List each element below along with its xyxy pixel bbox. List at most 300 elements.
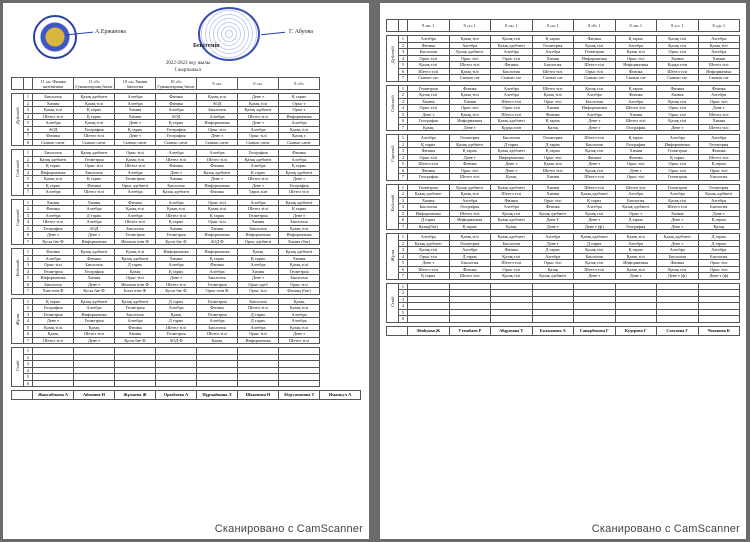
lesson-cell: Орыс тілі — [657, 161, 699, 168]
lesson-cell: Геометрия — [115, 176, 156, 183]
lesson-cell: Дене т — [532, 223, 574, 230]
lesson-cell: Физика — [156, 94, 197, 101]
lesson-cell: Қорқа өзін — [491, 124, 533, 131]
day-label — [12, 298, 24, 344]
lesson-number: 4 — [24, 169, 33, 176]
lesson-cell: Биология — [279, 219, 320, 226]
lesson-cell: География — [74, 126, 115, 133]
lesson-cell: Қазақ әдебиеті — [279, 249, 320, 256]
lesson-cell: АОД — [33, 126, 74, 133]
lesson-cell: Орыс тілі — [238, 331, 279, 338]
lesson-number: 3 — [399, 247, 408, 254]
lesson-cell: Қазақ — [238, 249, 279, 256]
lesson-cell: Орыс тілі — [115, 150, 156, 157]
lesson-cell: Шетел тілі — [574, 135, 616, 142]
lesson-cell: Қазақ әдебиеті — [115, 298, 156, 305]
lesson-cell: Қ тарих — [74, 113, 115, 120]
lesson-cell: АОД Ф — [197, 238, 238, 245]
lesson-cell: Қазақ тілі — [449, 68, 491, 75]
lesson-cell: Биология — [574, 253, 616, 260]
day-label-text: Жұма — [14, 313, 20, 326]
class-teacher-name: Шакенова Н — [238, 391, 279, 400]
day-label-text: Сәрсенбі — [389, 144, 395, 162]
lesson-cell: Физика — [33, 249, 74, 256]
lesson-cell: Биология — [491, 240, 533, 247]
lesson-cell: Биология — [115, 311, 156, 318]
lesson-cell: АОД — [156, 113, 197, 120]
lesson-cell: Қ тарих — [615, 85, 657, 92]
lesson-cell: Биология — [408, 49, 450, 56]
lesson-cell: Қ тарих — [574, 197, 616, 204]
watermark-right: Сканировано с CamScanner — [591, 523, 740, 535]
class-teacher-name: Айманов Н — [74, 391, 115, 400]
day-label-text: Сенбі — [14, 360, 20, 372]
lesson-cell: Қазақ тілі — [491, 210, 533, 217]
lesson-cell: Шетел тілі — [615, 105, 657, 112]
lesson-cell: Дене т (ф) — [698, 273, 740, 280]
lesson-cell: Дене т — [657, 124, 699, 131]
lesson-cell: Қазақ — [491, 174, 533, 181]
lesson-cell: Геометрия — [532, 135, 574, 142]
lesson-number: 6 — [399, 217, 408, 224]
lesson-cell: Сынып сағ — [449, 75, 491, 82]
lesson-cell: Қазақ әдебиеті — [74, 249, 115, 256]
lesson-row — [12, 238, 361, 245]
lesson-number: 2 — [24, 255, 33, 262]
round-stamp-center — [198, 7, 260, 61]
lesson-cell: Сынып сағ — [491, 75, 533, 82]
lesson-number: 2 — [399, 42, 408, 49]
lesson-cell: Шетел тілі — [532, 85, 574, 92]
lesson-cell: Алгебра — [615, 191, 657, 198]
lesson-cell: Физика — [197, 305, 238, 312]
lesson-cell: Физика — [491, 197, 533, 204]
lesson-number: 3 — [24, 361, 33, 368]
lesson-cell: Қ тарих — [532, 36, 574, 43]
lesson-cell: Шетел тілі — [408, 161, 450, 168]
lesson-cell: Қазақ әдебиеті — [491, 118, 533, 125]
lesson-cell: Орыс тілі — [657, 167, 699, 174]
class-column-header: 8 «в» 1 — [615, 20, 657, 32]
lesson-cell: Алгебра — [698, 247, 740, 254]
lesson-cell: Шетел тілі — [238, 176, 279, 183]
lesson-cell: Қазақ тілі — [156, 206, 197, 213]
lesson-cell: Алгебра — [33, 255, 74, 262]
lesson-cell: Қ тарих — [197, 212, 238, 219]
lesson-cell: Инглиш өзін Ф — [115, 238, 156, 245]
lesson-cell: Химия — [532, 184, 574, 191]
lesson-cell: Физика — [279, 150, 320, 157]
lesson-cell: Қ тарих — [615, 247, 657, 254]
lesson-number: 4 — [24, 219, 33, 226]
lesson-cell: Орыс тілі — [408, 154, 450, 161]
lesson-cell: Информатика — [238, 232, 279, 239]
lesson-cell: Орыс тілі — [449, 105, 491, 112]
lesson-cell: Шетел тілі — [574, 62, 616, 69]
class-teacher-name: Абдрахова Т — [491, 326, 533, 335]
lesson-cell: Алгебра — [197, 318, 238, 325]
lesson-cell: Шетел тілі — [408, 266, 450, 273]
lesson-cell: Қазақ тілі — [657, 42, 699, 49]
lesson-cell: Биология — [238, 225, 279, 232]
class-teacher-name: Чекенова К — [698, 326, 740, 335]
lesson-cell: География — [449, 204, 491, 211]
lesson-cell: Қ тарих — [657, 154, 699, 161]
lesson-cell: Биология — [238, 298, 279, 305]
lesson-number: 5 — [24, 374, 33, 381]
lesson-cell: Информатика — [574, 55, 616, 62]
lesson-number: 1 — [399, 85, 408, 92]
lesson-cell: Қ тарих — [698, 161, 740, 168]
lesson-cell: Қ тарих — [197, 255, 238, 262]
lesson-cell: Алгебра — [74, 219, 115, 226]
lesson-number: 5 — [399, 210, 408, 217]
lesson-number: 7 — [399, 223, 408, 230]
lesson-number: 2 — [399, 141, 408, 148]
lesson-cell: Геометрия — [115, 232, 156, 239]
lesson-cell: Физика — [491, 247, 533, 254]
lesson-cell: Сынып сағ — [615, 75, 657, 82]
lesson-cell: Химия — [657, 55, 699, 62]
lesson-cell: Геометрия — [657, 174, 699, 181]
lesson-cell: Химия — [115, 331, 156, 338]
lesson-cell: Қазақ тілі — [615, 234, 657, 241]
lesson-number: 1 — [399, 135, 408, 142]
lesson-number: 7 — [399, 273, 408, 280]
lesson-cell: Қазақ тілі — [279, 305, 320, 312]
lesson-cell: Алгебра — [532, 49, 574, 56]
lesson-cell: Қазақ тілі — [279, 225, 320, 232]
lesson-cell: Қазақ — [74, 324, 115, 331]
lesson-cell: Физика — [197, 262, 238, 269]
lesson-cell: Информатика — [698, 68, 740, 75]
lesson-cell: Химия — [532, 174, 574, 181]
lesson-cell: Дене т — [279, 212, 320, 219]
lesson-cell: Алгебра — [615, 240, 657, 247]
lesson-cell: Геометрия — [408, 184, 450, 191]
lesson-cell: Физика — [449, 161, 491, 168]
lesson-cell: География — [615, 223, 657, 230]
lesson-cell: Физика — [408, 42, 450, 49]
lesson-number: 1 — [399, 283, 408, 290]
lesson-cell: Дене т — [615, 167, 657, 174]
class-column-header: 8 «ә» 1 — [532, 20, 574, 32]
lesson-cell: Геометрия — [449, 135, 491, 142]
lesson-cell: Қазақ әдебиеті — [698, 191, 740, 198]
class-teacher-name: Жұмаева Ж — [115, 391, 156, 400]
class-teacher-name: Сахтаева Г — [657, 326, 699, 335]
lesson-number: 5 — [24, 176, 33, 183]
lesson-number: 3 — [24, 311, 33, 318]
lesson-cell: Қ тарих — [33, 182, 74, 189]
lesson-cell: Орыс тілі — [197, 126, 238, 133]
left-scanned-page — [3, 3, 369, 539]
lesson-cell: Биология — [698, 174, 740, 181]
lesson-cell: Геометрия — [657, 184, 699, 191]
lesson-cell: Информатика — [74, 238, 115, 245]
lesson-cell: Биология — [615, 197, 657, 204]
lesson-number: 5 — [399, 260, 408, 267]
lesson-cell: Қазақ тілі — [574, 148, 616, 155]
lesson-cell: Сынып сағат — [115, 139, 156, 146]
lesson-cell: Қазақ тілі — [33, 176, 74, 183]
lesson-cell: География — [615, 124, 657, 131]
lesson-cell: Биология — [74, 169, 115, 176]
lesson-cell: Алгебра — [491, 49, 533, 56]
lesson-cell: Дене т — [74, 232, 115, 239]
lesson-cell: Алгебра — [574, 111, 616, 118]
lesson-number: 4 — [399, 253, 408, 260]
lesson-cell: Биология — [33, 150, 74, 157]
lesson-cell: Информатика — [615, 62, 657, 69]
lesson-cell: Физика — [449, 266, 491, 273]
lesson-cell: Физика — [33, 133, 74, 140]
lesson-cell: Алгебра — [698, 92, 740, 99]
lesson-cell: Алгебра — [238, 126, 279, 133]
class-column-header: 8 «б» 1 — [574, 20, 616, 32]
lesson-cell: Дене т — [657, 240, 699, 247]
lesson-cell: Қазақ тілі — [115, 206, 156, 213]
lesson-number: 6 — [399, 68, 408, 75]
approval-word: Бекітемін — [193, 43, 220, 49]
lesson-cell: Шетел тілі — [449, 210, 491, 217]
lesson-cell: Қазақ — [408, 124, 450, 131]
lesson-cell: Қ тарих — [74, 107, 115, 114]
lesson-number: 1 — [24, 199, 33, 206]
lesson-cell: Қазақ әдебиеті — [238, 156, 279, 163]
lesson-cell: Алгебра — [279, 156, 320, 163]
lesson-cell: Физика — [657, 260, 699, 267]
lesson-number: 2 — [399, 191, 408, 198]
lesson-cell: Геометрия — [657, 148, 699, 155]
lesson-cell: Дене т — [574, 124, 616, 131]
lesson-cell: Информатика — [238, 337, 279, 344]
lesson-number: 4 — [399, 55, 408, 62]
lesson-cell: АОД Ф — [156, 337, 197, 344]
lesson-number: 6 — [399, 118, 408, 125]
lesson-cell: Қазақ — [115, 268, 156, 275]
lesson-cell: Шетел тілі — [574, 184, 616, 191]
lesson-cell: Алгебра — [197, 113, 238, 120]
lesson-cell: Химия — [33, 199, 74, 206]
lesson-cell: География — [74, 268, 115, 275]
lesson-number: 7 — [24, 238, 33, 245]
lesson-cell: Шетел тілі — [449, 62, 491, 69]
lesson-cell: Қ тарих — [449, 223, 491, 230]
lesson-cell: Қазақ тілі — [574, 210, 616, 217]
lesson-cell: Қазақ тілі — [197, 206, 238, 213]
lesson-cell: Орыс тілі — [574, 68, 616, 75]
lesson-number: 7 — [24, 337, 33, 344]
lesson-number: 6 — [24, 380, 33, 387]
lesson-cell: Қазақ әдебиеті — [408, 191, 450, 198]
lesson-cell: Алгебра — [449, 42, 491, 49]
lesson-cell: Қазақ(бағ) — [408, 223, 450, 230]
lesson-cell: Алгебра — [615, 42, 657, 49]
day-label — [12, 94, 24, 146]
lesson-cell: Алгебра — [279, 311, 320, 318]
day-label — [12, 150, 24, 196]
watermark-left: Сканировано с CamScanner — [214, 523, 363, 535]
lesson-number: 7 — [24, 288, 33, 295]
lesson-number: 6 — [399, 167, 408, 174]
lesson-cell: Алгебра — [197, 268, 238, 275]
lesson-number: 2 — [399, 290, 408, 297]
lesson-cell: Қазақ тілі — [449, 92, 491, 99]
lesson-cell: Алгебра — [156, 199, 197, 206]
lesson-cell: Қазақ тілі — [491, 273, 533, 280]
lesson-cell: Қ тарих — [279, 94, 320, 101]
lesson-cell: Орыс тілі — [698, 167, 740, 174]
lesson-cell: Физика — [615, 92, 657, 99]
lesson-cell: Орыс тілі — [657, 105, 699, 112]
lesson-cell: Алгебра — [574, 92, 616, 99]
lesson-cell: Физика — [574, 154, 616, 161]
lesson-cell: Қазақ тілі — [532, 161, 574, 168]
lesson-number: 4 — [24, 367, 33, 374]
day-label-text: Дүйсенбі — [389, 45, 395, 63]
lesson-cell: Орыс тілі — [532, 154, 574, 161]
class-column-header: 9 «б» — [279, 78, 320, 90]
lesson-cell: Д тарих — [532, 141, 574, 148]
lesson-cell: Дене т — [491, 161, 533, 168]
lesson-cell: Химия — [698, 118, 740, 125]
lesson-cell: Дене т — [279, 176, 320, 183]
lesson-cell: Шетел тілі — [238, 206, 279, 213]
class-teacher-row — [387, 326, 740, 335]
lesson-number: 6 — [24, 182, 33, 189]
lesson-cell: Дене т — [115, 133, 156, 140]
lesson-cell: Қ тарих — [238, 255, 279, 262]
lesson-cell: АОД — [74, 225, 115, 232]
lesson-cell: Шетел тілі — [491, 191, 533, 198]
lesson-cell: Геометрия — [238, 212, 279, 219]
lesson-cell: Геометрия — [279, 268, 320, 275]
lesson-cell: Қазақ әдебиеті — [491, 42, 533, 49]
class-column-header: 8 «д» 1 — [698, 20, 740, 32]
lesson-number: 6 — [24, 331, 33, 338]
lesson-cell: Орыс тілі — [279, 281, 320, 288]
lesson-cell: Геометрия — [197, 298, 238, 305]
lesson-cell: Шетел тілі — [238, 113, 279, 120]
day-label-text: Бейсенбі — [389, 194, 395, 212]
lesson-cell: Алгебра — [238, 199, 279, 206]
lesson-number: 2 — [399, 240, 408, 247]
lesson-cell: Дене т — [574, 118, 616, 125]
lesson-cell: Алгебра — [238, 163, 279, 170]
lesson-cell: Алгебра — [238, 324, 279, 331]
lesson-cell: Биология — [657, 253, 699, 260]
lesson-cell: Шетел тілі — [698, 62, 740, 69]
day-label — [387, 36, 399, 82]
lesson-cell: Биология — [491, 135, 533, 142]
lesson-cell: Алгебра — [156, 107, 197, 114]
lesson-cell: Қосы бағ Ф — [156, 288, 197, 295]
lesson-cell: Дене т — [574, 161, 616, 168]
lesson-cell: Информатика — [279, 113, 320, 120]
lesson-cell: Химия (бағ) — [279, 238, 320, 245]
lesson-cell: Қазақ тілі — [615, 266, 657, 273]
lesson-cell: Сынып сағ — [657, 75, 699, 82]
column-header-row — [387, 20, 740, 32]
lesson-cell: Химия — [156, 176, 197, 183]
lesson-cell: География — [156, 126, 197, 133]
lesson-cell: Дене т (ф) — [574, 223, 616, 230]
lesson-cell: Химия — [657, 210, 699, 217]
lesson-cell: Қ тарих — [615, 36, 657, 43]
lesson-cell: Қосы бағ Ф — [156, 238, 197, 245]
lesson-cell: Қ тарих — [532, 148, 574, 155]
lesson-cell: Қазақ тілі — [449, 234, 491, 241]
lesson-cell: Қазақ — [491, 223, 533, 230]
lesson-cell: Қазақ тілі — [33, 324, 74, 331]
lesson-cell: Дене т — [532, 240, 574, 247]
lesson-cell: Шетел тілі — [615, 184, 657, 191]
lesson-cell: Шетел тілі — [657, 68, 699, 75]
lesson-cell: Дене т — [279, 331, 320, 338]
lesson-cell: Алгебра — [574, 204, 616, 211]
lesson-cell: Қ тарих — [74, 176, 115, 183]
lesson-cell: Сынып сағат — [33, 139, 74, 146]
lesson-cell: Дене т — [698, 210, 740, 217]
lesson-cell: Қазақ әдебиеті — [74, 94, 115, 101]
lesson-cell: Қазақ әдебиеті — [74, 150, 115, 157]
lesson-cell: Қазақ тілі — [197, 94, 238, 101]
lesson-cell: Информатика — [197, 120, 238, 127]
lesson-cell: Орыс тілі — [657, 49, 699, 56]
lesson-number: 1 — [24, 298, 33, 305]
lesson-cell: Физика — [449, 85, 491, 92]
lesson-cell: Химия — [615, 111, 657, 118]
lesson-cell: Сынып сағ — [408, 75, 450, 82]
lesson-cell: Геометрия — [532, 42, 574, 49]
lesson-cell: Қазақ тілі — [657, 36, 699, 43]
lesson-cell: Дене т — [238, 275, 279, 282]
lesson-cell: Шетел тілі — [698, 111, 740, 118]
lesson-cell: Дене т — [574, 217, 616, 224]
lesson-cell: Д тарих — [574, 240, 616, 247]
lesson-cell: Химия — [657, 92, 699, 99]
lesson-cell: Шетел тілі — [156, 281, 197, 288]
lesson-cell: Орыс тілі — [449, 55, 491, 62]
lesson-number: 4 — [399, 204, 408, 211]
lesson-cell: Д тарих — [698, 234, 740, 241]
lesson-number: 7 — [24, 189, 33, 196]
right-schedule-table — [386, 19, 740, 336]
class-teacher-name: Жансабекова А — [33, 391, 74, 400]
lesson-cell: Информатика — [615, 260, 657, 267]
lesson-number: 3 — [399, 197, 408, 204]
lesson-cell: Д тарих — [615, 217, 657, 224]
lesson-cell: Алгебра — [74, 206, 115, 213]
lesson-number: 5 — [24, 225, 33, 232]
lesson-cell: Химия — [698, 55, 740, 62]
lesson-number: 5 — [399, 309, 408, 316]
lesson-cell: Қазақ әдебиеті — [449, 141, 491, 148]
lesson-cell: Қазақ тілі — [279, 262, 320, 269]
lesson-cell: Алгебра — [156, 150, 197, 157]
lesson-cell: Шетел тілі — [33, 337, 74, 344]
lesson-cell: Химия — [532, 55, 574, 62]
lesson-cell: Шетел тілі — [156, 212, 197, 219]
lesson-cell: Информатика — [449, 217, 491, 224]
day-label-text: Бейсенбі — [14, 259, 20, 276]
lesson-cell: Қазақ әдебиеті — [74, 298, 115, 305]
lesson-cell: Қ тарих — [33, 298, 74, 305]
lesson-number: 3 — [399, 148, 408, 155]
lesson-cell: Алгебра — [33, 189, 74, 196]
lesson-cell: Алгебра — [657, 191, 699, 198]
